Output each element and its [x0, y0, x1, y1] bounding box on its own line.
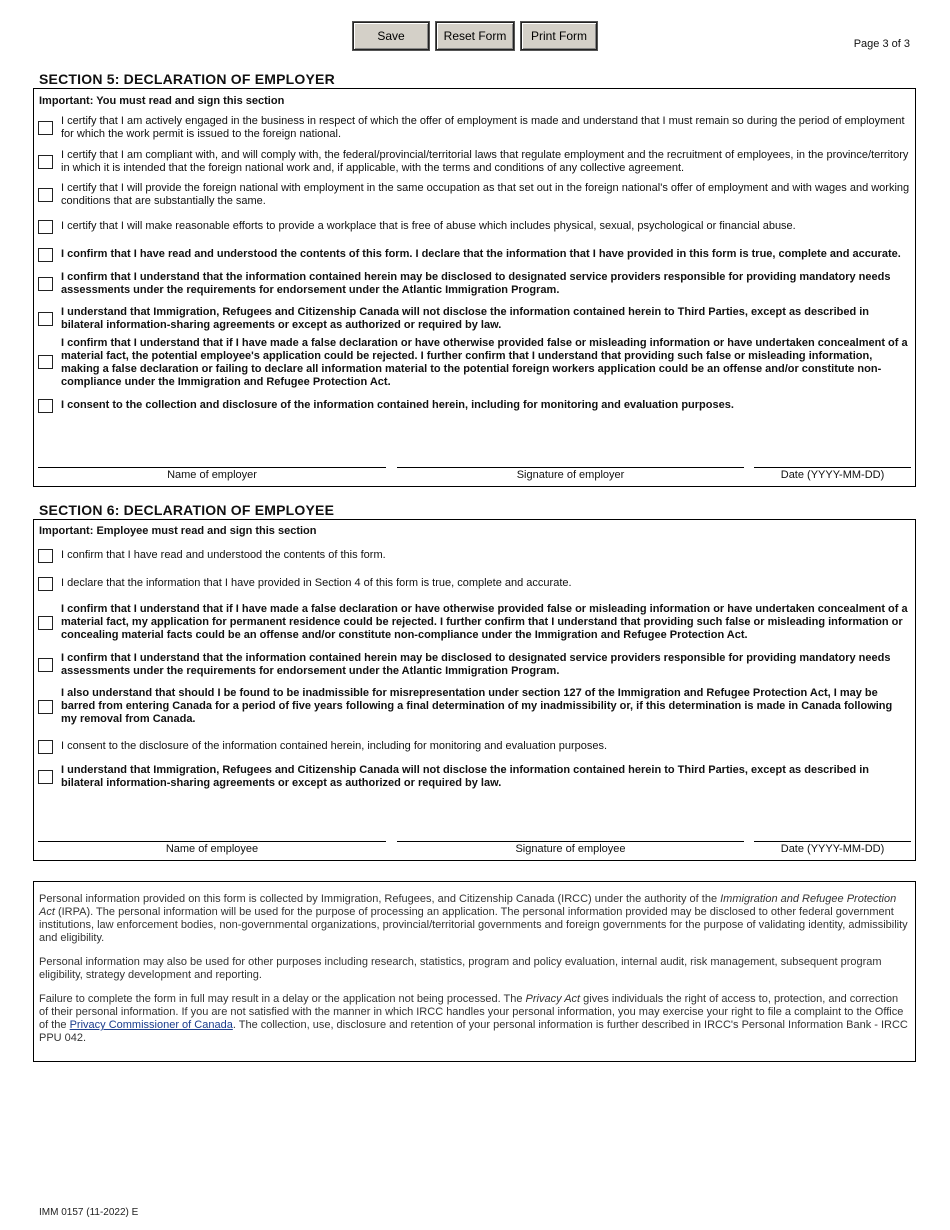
checkbox[interactable] [38, 549, 53, 563]
section6-box [33, 519, 916, 861]
privacy-text: . The collection, use, disclosure and retention of your personal information is further described in IRCC's Personal Information Bank - IRCC PPU 042. [39, 1019, 908, 1044]
item-text: I understand that Immigration, Refugees and Citizenship Canada will not disclose the information contained herein to Third Parties, except as described in bilateral information-sharing agreements or except as authorized or required by law. [61, 764, 870, 789]
employee-date-line[interactable] [754, 841, 911, 842]
save-button[interactable]: Save [353, 22, 429, 50]
checkbox[interactable] [38, 248, 53, 262]
reset-form-button[interactable]: Reset Form [436, 22, 514, 50]
item-text: I confirm that I understand that if I have made a false declaration or have otherwise provided false or misleading information or have undertaken concealment of a material fact, my application for permanent residence could be rejected. I further confirm that I understand that providing such false or misleading information or concealing material facts could be an offense and/or constitute non-compliance under the Immigration and Refugee Protection Act. [61, 603, 908, 641]
employer-signature-line[interactable] [397, 467, 744, 468]
item-text: I certify that I am compliant with, and will comply with, the federal/provincial/territorial laws that regulate employment and the recruitment of employees, in the province/territory in which it is intended that the foreign national work and, if applicable, with the terms and conditions of any collective agreement. [61, 149, 909, 174]
checkbox[interactable] [38, 658, 53, 672]
item-text: I certify that I am actively engaged in the business in respect of which the offer of employment is made and understand that I must remain so during the period of employment for which the work permit is issued to the foreign national. [61, 115, 905, 140]
item-text: I consent to the disclosure of the information contained herein, including for monitoring and evaluation purposes. [61, 740, 608, 752]
checkbox[interactable] [38, 312, 53, 326]
employee-date-label: Date (YYYY-MM-DD) [780, 843, 885, 855]
item-text: I also understand that should I be found to be inadmissible for misrepresentation under section 127 of the Immigration and Refugee Protection Act, I may be barred from entering Canada for a period of five years following a final determination of my inadmissibility or, if this determination is made in Canada following my removal from Canada. [61, 687, 893, 725]
employer-signature-label: Signature of employer [516, 469, 625, 481]
checkbox[interactable] [38, 577, 53, 591]
act-title: Privacy Act [525, 993, 581, 1005]
item-text: I certify that I will provide the foreign national with employment in the same occupation as that set out in the foreign national's offer of employment and with wages and working conditions that are substantially the same. [61, 182, 910, 207]
employee-name-label: Name of employee [165, 843, 259, 855]
privacy-text: gives individuals the right of access to, protection, and correction of their personal information. If you are not satisfied with the manner in which IRCC handles your personal information, you may exercise your right to file a complaint to the Office of the [39, 993, 904, 1031]
checkbox[interactable] [38, 616, 53, 630]
checkbox[interactable] [38, 355, 53, 369]
checkbox[interactable] [38, 399, 53, 413]
employer-date-line[interactable] [754, 467, 911, 468]
form-code: IMM 0157 (11-2022) E [39, 1207, 139, 1218]
privacy-text: Personal information provided on this form is collected by Immigration, Refugees, and Citizenship Canada (IRCC) under the authority of the [39, 893, 721, 905]
checkbox[interactable] [38, 220, 53, 234]
checkbox[interactable] [38, 188, 53, 202]
item-text: I confirm that I understand that if I have made a false declaration or have otherwise provided false or misleading information or have undertaken concealment of a material fact, the potential employee's application could be rejected. I further confirm that I understand that providing such false or misleading information, making a false declaration or failing to declare all information material to the potential foreign workers application could be an offense and/or constitute non-compliance under the Immigration and Refugee Protection Act. [61, 337, 908, 388]
privacy-paragraph-2: Personal information may also be used for other purposes including research, statistics, program and policy evaluation, internal audit, risk management, subsequent program eligibility, strategy development and reporting. [39, 956, 882, 981]
privacy-commissioner-link[interactable]: Privacy Commissioner of Canada [69, 1019, 233, 1031]
section5-box [33, 88, 916, 487]
page-indicator: Page 3 of 3 [853, 38, 910, 50]
section6-important-note: Important: Employee must read and sign this section [39, 525, 317, 537]
item-text: I confirm that I understand that the information contained herein may be disclosed to designated service providers responsible for providing mandatory needs assessments under the requirements for endorsement under the Atlantic Immigration Program. [61, 271, 891, 296]
employee-signature-line[interactable] [397, 841, 744, 842]
section6-title: SECTION 6: DECLARATION OF EMPLOYEE [39, 502, 335, 518]
section5-title: SECTION 5: DECLARATION OF EMPLOYER [39, 71, 335, 87]
privacy-text: (IRPA). The personal information will be used for the purpose of processing an application. The personal information provided may be disclosed to other federal government institutions, law enforcement bodies, non-governmental organizations, provincial/territorial governments and foreign governments for the purpose of validating identity, admissibility and eligibility. [39, 906, 908, 944]
item-text: I understand that Immigration, Refugees and Citizenship Canada will not disclose the information contained herein to Third Parties, except as described in bilateral information-sharing agreements or except as authorized or required by law. [61, 306, 870, 331]
privacy-text: Failure to complete the form in full may result in a delay or the application not being processed. The [39, 993, 526, 1005]
checkbox[interactable] [38, 277, 53, 291]
item-text: I certify that I will make reasonable efforts to provide a workplace that is free of abuse which includes physical, sexual, psychological or financial abuse. [61, 220, 796, 232]
checkbox[interactable] [38, 155, 53, 169]
item-text: I confirm that I have read and understood the contents of this form. [61, 549, 386, 561]
employer-date-label: Date (YYYY-MM-DD) [780, 469, 885, 481]
checkbox[interactable] [38, 121, 53, 135]
checkbox[interactable] [38, 770, 53, 784]
privacy-notice [33, 881, 916, 1062]
employer-name-line[interactable] [38, 467, 386, 468]
print-form-button[interactable]: Print Form [521, 22, 597, 50]
item-text: I confirm that I understand that the information contained herein may be disclosed to designated service providers responsible for providing mandatory needs assessments under the requirements for endorsement under the Atlantic Immigration Program. [61, 652, 891, 677]
employer-name-label: Name of employer [167, 469, 257, 481]
employee-name-line[interactable] [38, 841, 386, 842]
item-text: I declare that the information that I have provided in Section 4 of this form is true, complete and accurate. [61, 577, 572, 589]
section5-important-note: Important: You must read and sign this section [39, 95, 285, 107]
privacy-paragraph-3 [39, 993, 910, 1045]
checkbox[interactable] [38, 700, 53, 714]
privacy-paragraph-1 [39, 893, 910, 945]
checkbox[interactable] [38, 740, 53, 754]
employee-signature-label: Signature of employee [515, 843, 626, 855]
item-text: I consent to the collection and disclosure of the information contained herein, including for monitoring and evaluation purposes. [61, 399, 734, 411]
act-title: Immigration and Refugee Protection Act [39, 893, 897, 918]
item-text: I confirm that I have read and understood the contents of this form. I declare that the information that I have provided in this form is true, complete and accurate. [61, 248, 901, 260]
